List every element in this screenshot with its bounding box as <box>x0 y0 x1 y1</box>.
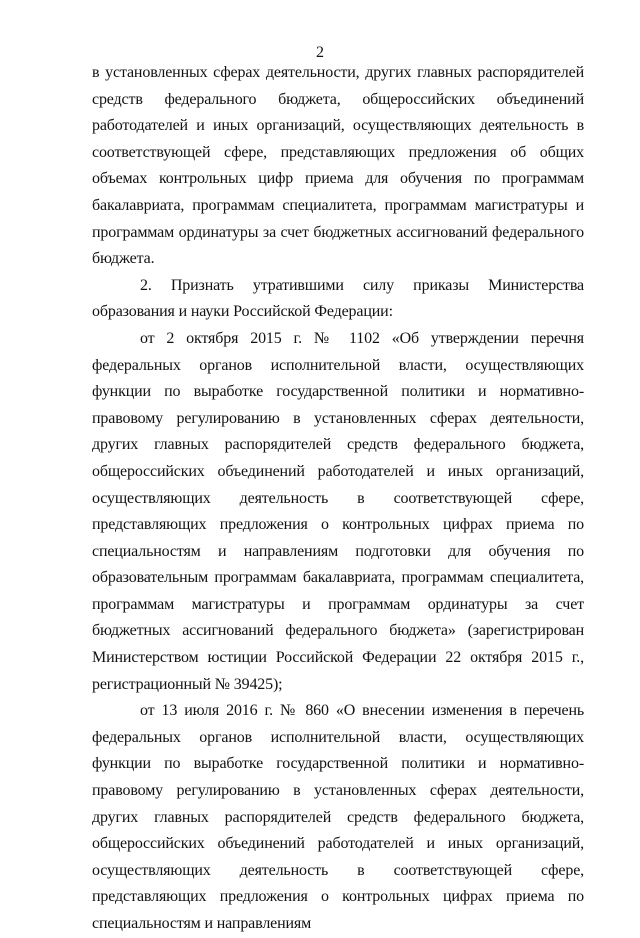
paragraph-order-1102: от 2 октября 2015 г. № 1102 «Об утверждении перечня федеральных органов исполнительной власти, осуществляющих функции по выработке государственной политики и нормативно-правовому регулированию в установленных сферах деятельности, других главных распорядителей средств федерального бюджета, общероссийских объединений работодателей и иных организаций, осуществляющих деятельность в соответствующей сфере, представляющих предложения о контрольных цифрах приема по специальностям и направлениям подготовки для обучения по образовательным программам бакалавриата, программам специалитета, программам магистратуры и программам ординатуры за счет бюджетных ассигнований федерального бюджета» (зарегистрирован Министерством юстиции Российской Федерации 22 октября 2015 г., регистрационный № 39425); <box>92 329 584 693</box>
paragraph-order-860: от 13 июля 2016 г. № 860 «О внесении изменения в перечень федеральных органов исполнительной власти, осуществляющих функции по выработке государственной политики и нормативно-правовому регулированию в установленных сферах деятельности, других главных распорядителей средств федерального бюджета, общероссийских объединений работодателей и иных организаций, осуществляющих деятельность в соответствующей сфере, представляющих предложения о контрольных цифрах приема по специальностям и направлениям <box>92 702 584 932</box>
page-number: 2 <box>316 44 324 61</box>
paragraph-item-2: 2. Признать утратившими силу приказы Министерства образования и науки Российской Федерации: <box>92 276 584 321</box>
paragraph-continuation: в установленных сферах деятельности, других главных распорядителей средств федерального бюджета, общероссийских объединений работодателей и иных организаций, осуществляющих деятельность в соответствующей сфере, представляющих предложения об общих объемах контрольных цифр приема для обучения по программам бакалавриата, программам специалитета, программам магистратуры и программам ординатуры за счет бюджетных ассигнований федерального бюджета. <box>92 64 584 268</box>
document-body <box>92 60 584 938</box>
